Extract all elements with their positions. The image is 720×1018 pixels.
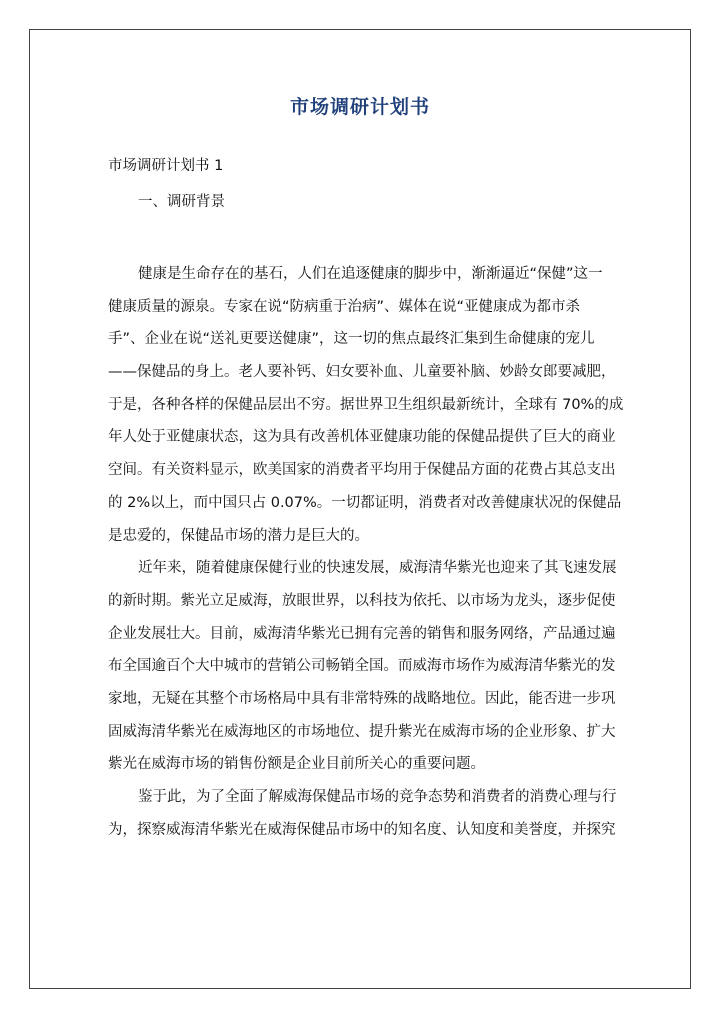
paragraph-line: 于是，各种各样的保健品层出不穷。据世界卫生组织最新统计，全球有 70%的成 [108,396,624,413]
paragraph-line: 布全国逾百个大中城市的营销公司畅销全国。而威海市场作为威海清华紫光的发 [108,658,616,675]
body-text [108,262,624,850]
paragraph-line: 的 2%以上，而中国只占 0.07%。一切都证明，消费者对改善健康状况的保健品 [108,494,622,511]
paragraph-line: 固威海清华紫光在威海地区的市场地位、提升紫光在威海市场的企业形象、扩大 [108,723,616,740]
paragraph-line: 的新时期。紫光立足威海，放眼世界，以科技为依托、以市场为龙头，逐步促使 [108,592,616,609]
document-title: 市场调研计划书 [289,96,430,118]
document-subtitle: 市场调研计划书 1 [108,158,224,174]
paragraph-line: 手”、企业在说“送礼更要送健康”，这一切的焦点最终汇集到生命健康的宠儿 [108,331,595,348]
paragraph-line: 鉴于此，为了全面了解威海保健品市场的竞争态势和消费者的消费心理与行 [138,789,617,805]
paragraph-line: 企业发展壮大。目前，威海清华紫光已拥有完善的销售和服务网络，产品通过遍 [108,625,616,642]
paragraph-line: 是忠爱的，保健品市场的潜力是巨大的。 [108,527,369,544]
section-heading: 一、调研背景 [138,194,225,210]
paragraph-line: 健康是生命存在的基石，人们在追逐健康的脚步中，渐渐逼近“保健”这一 [138,266,603,282]
paragraph-line: 健康质量的源泉。专家在说“防病重于治病”、媒体在说“亚健康成为都市杀 [108,298,581,315]
paragraph-line: 近年来，随着健康保健行业的快速发展，威海清华紫光也迎来了其飞速发展 [138,560,617,577]
paragraph-line: 为，探察威海清华紫光在威海保健品市场中的知名度、认知度和美誉度，并探究 [108,821,616,838]
paragraph-line: 紫光在威海市场的销售份额是企业目前所关心的重要问题。 [108,756,485,773]
paragraph-line: 空间。有关资料显示，欧美国家的消费者平均用于保健品方面的花费占其总支出 [108,462,616,479]
paragraph-line: 家地，无疑在其整个市场格局中具有非常特殊的战略地位。因此，能否进一步巩 [108,690,616,707]
paragraph-line: ——保健品的身上。老人要补钙、妇女要补血、儿童要补脑、妙龄女郎要减肥， [108,364,616,381]
paragraph-line: 年人处于亚健康状态，这为具有改善机体亚健康功能的保健品提供了巨大的商业 [108,429,616,446]
